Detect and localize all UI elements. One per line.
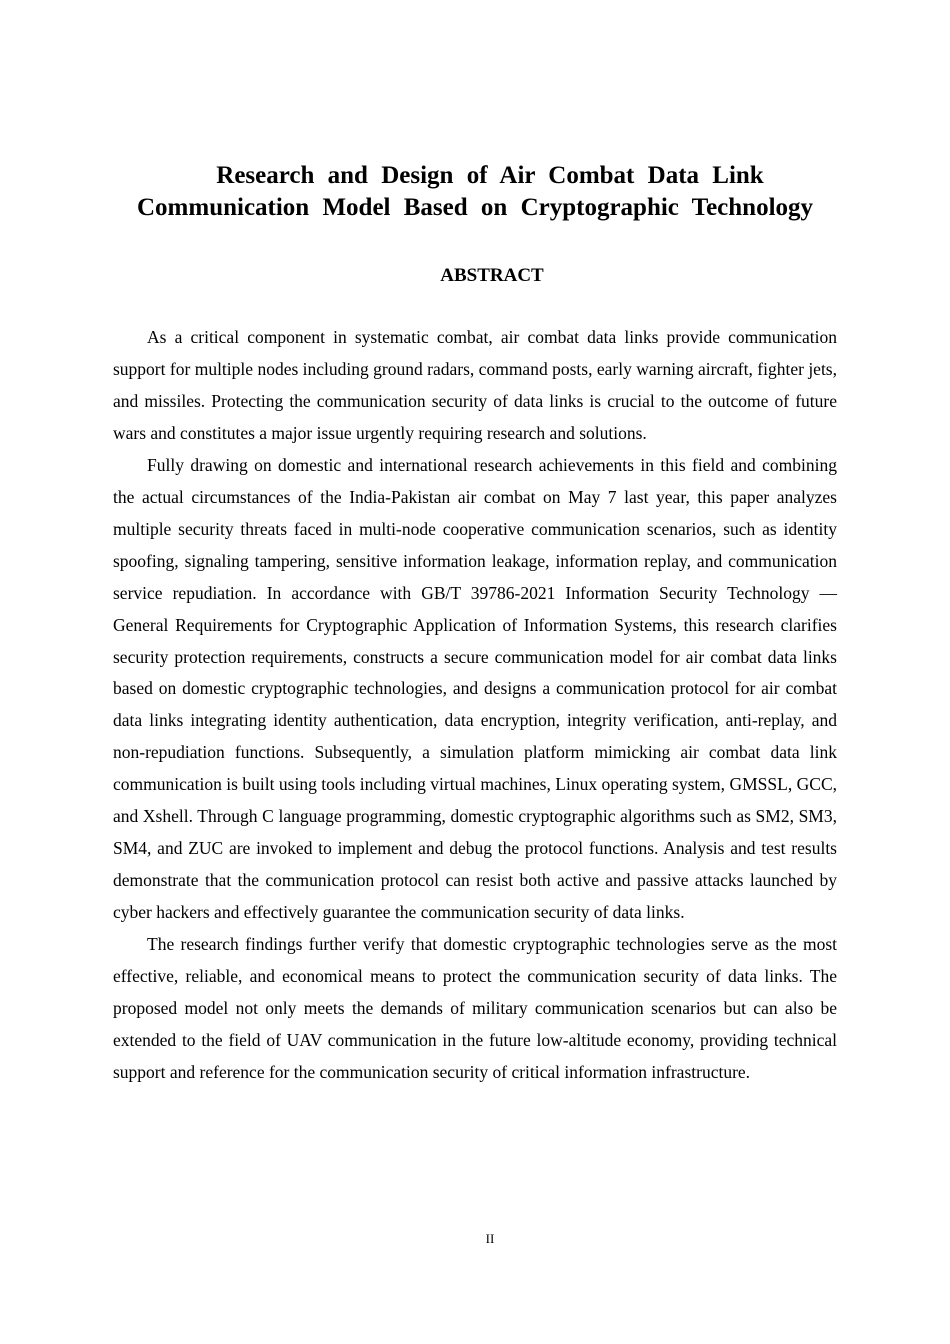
document-title — [113, 160, 837, 224]
abstract-paragraph-3: The research findings further verify that domestic cryptographic technologies serve as the most effective, reliable, and economical means to protect the communication security of data links. The proposed model not only meets the demands of military communication scenarios but can also be extended to the field of UAV communication in the future low-altitude economy, providing technical support and reference for the communication security of critical information infrastructure. — [113, 934, 837, 1082]
title-line-2: Communication Model Based on Cryptographic Technology — [136, 194, 814, 221]
title-line-1: Research and Design of Air Combat Data Link — [216, 162, 764, 189]
abstract-paragraph-1: As a critical component in systematic combat, air combat data links provide communication support for multiple nodes including ground radars, command posts, early warning aircraft, fighter jets, and missiles. Protecting the communication security of data links is crucial to the outcome of future wars and constitutes a major issue urgently requiring research and solutions. — [113, 327, 837, 443]
abstract-heading: ABSTRACT — [440, 265, 544, 286]
abstract-paragraph-2: Fully drawing on domestic and international research achievements in this field and combining the actual circumstances of the India-Pakistan air combat on May 7 last year, this paper analyzes multiple security threats faced in multi-node cooperative communication scenarios, such as identity spoofing, signaling tampering, sensitive information leakage, information replay, and communication service repudiation. In accordance with GB/T 39786-2021 Information Security Technology — General Requirements for Cryptographic Application of Information Systems, this research clarifies security protection requirements, constructs a secure communication model for air combat data links based on domestic cryptographic technologies, and designs a communication protocol for air combat data links integrating identity authentication, data encryption, integrity verification, anti-replay, and non-repudiation functions. Subsequently, a simulation platform mimicking air combat data link communication is built using tools including virtual machines, Linux operating system, GMSSL, GCC, and Xshell. Through C language programming, domestic cryptographic algorithms such as SM2, SM3, SM4, and ZUC are invoked to implement and debug the protocol functions. Analysis and test results demonstrate that the communication protocol can resist both active and passive attacks launched by cyber hackers and effectively guarantee the communication security of data links. — [113, 454, 837, 923]
page-number: II — [485, 1231, 495, 1246]
abstract-body — [113, 322, 837, 1089]
